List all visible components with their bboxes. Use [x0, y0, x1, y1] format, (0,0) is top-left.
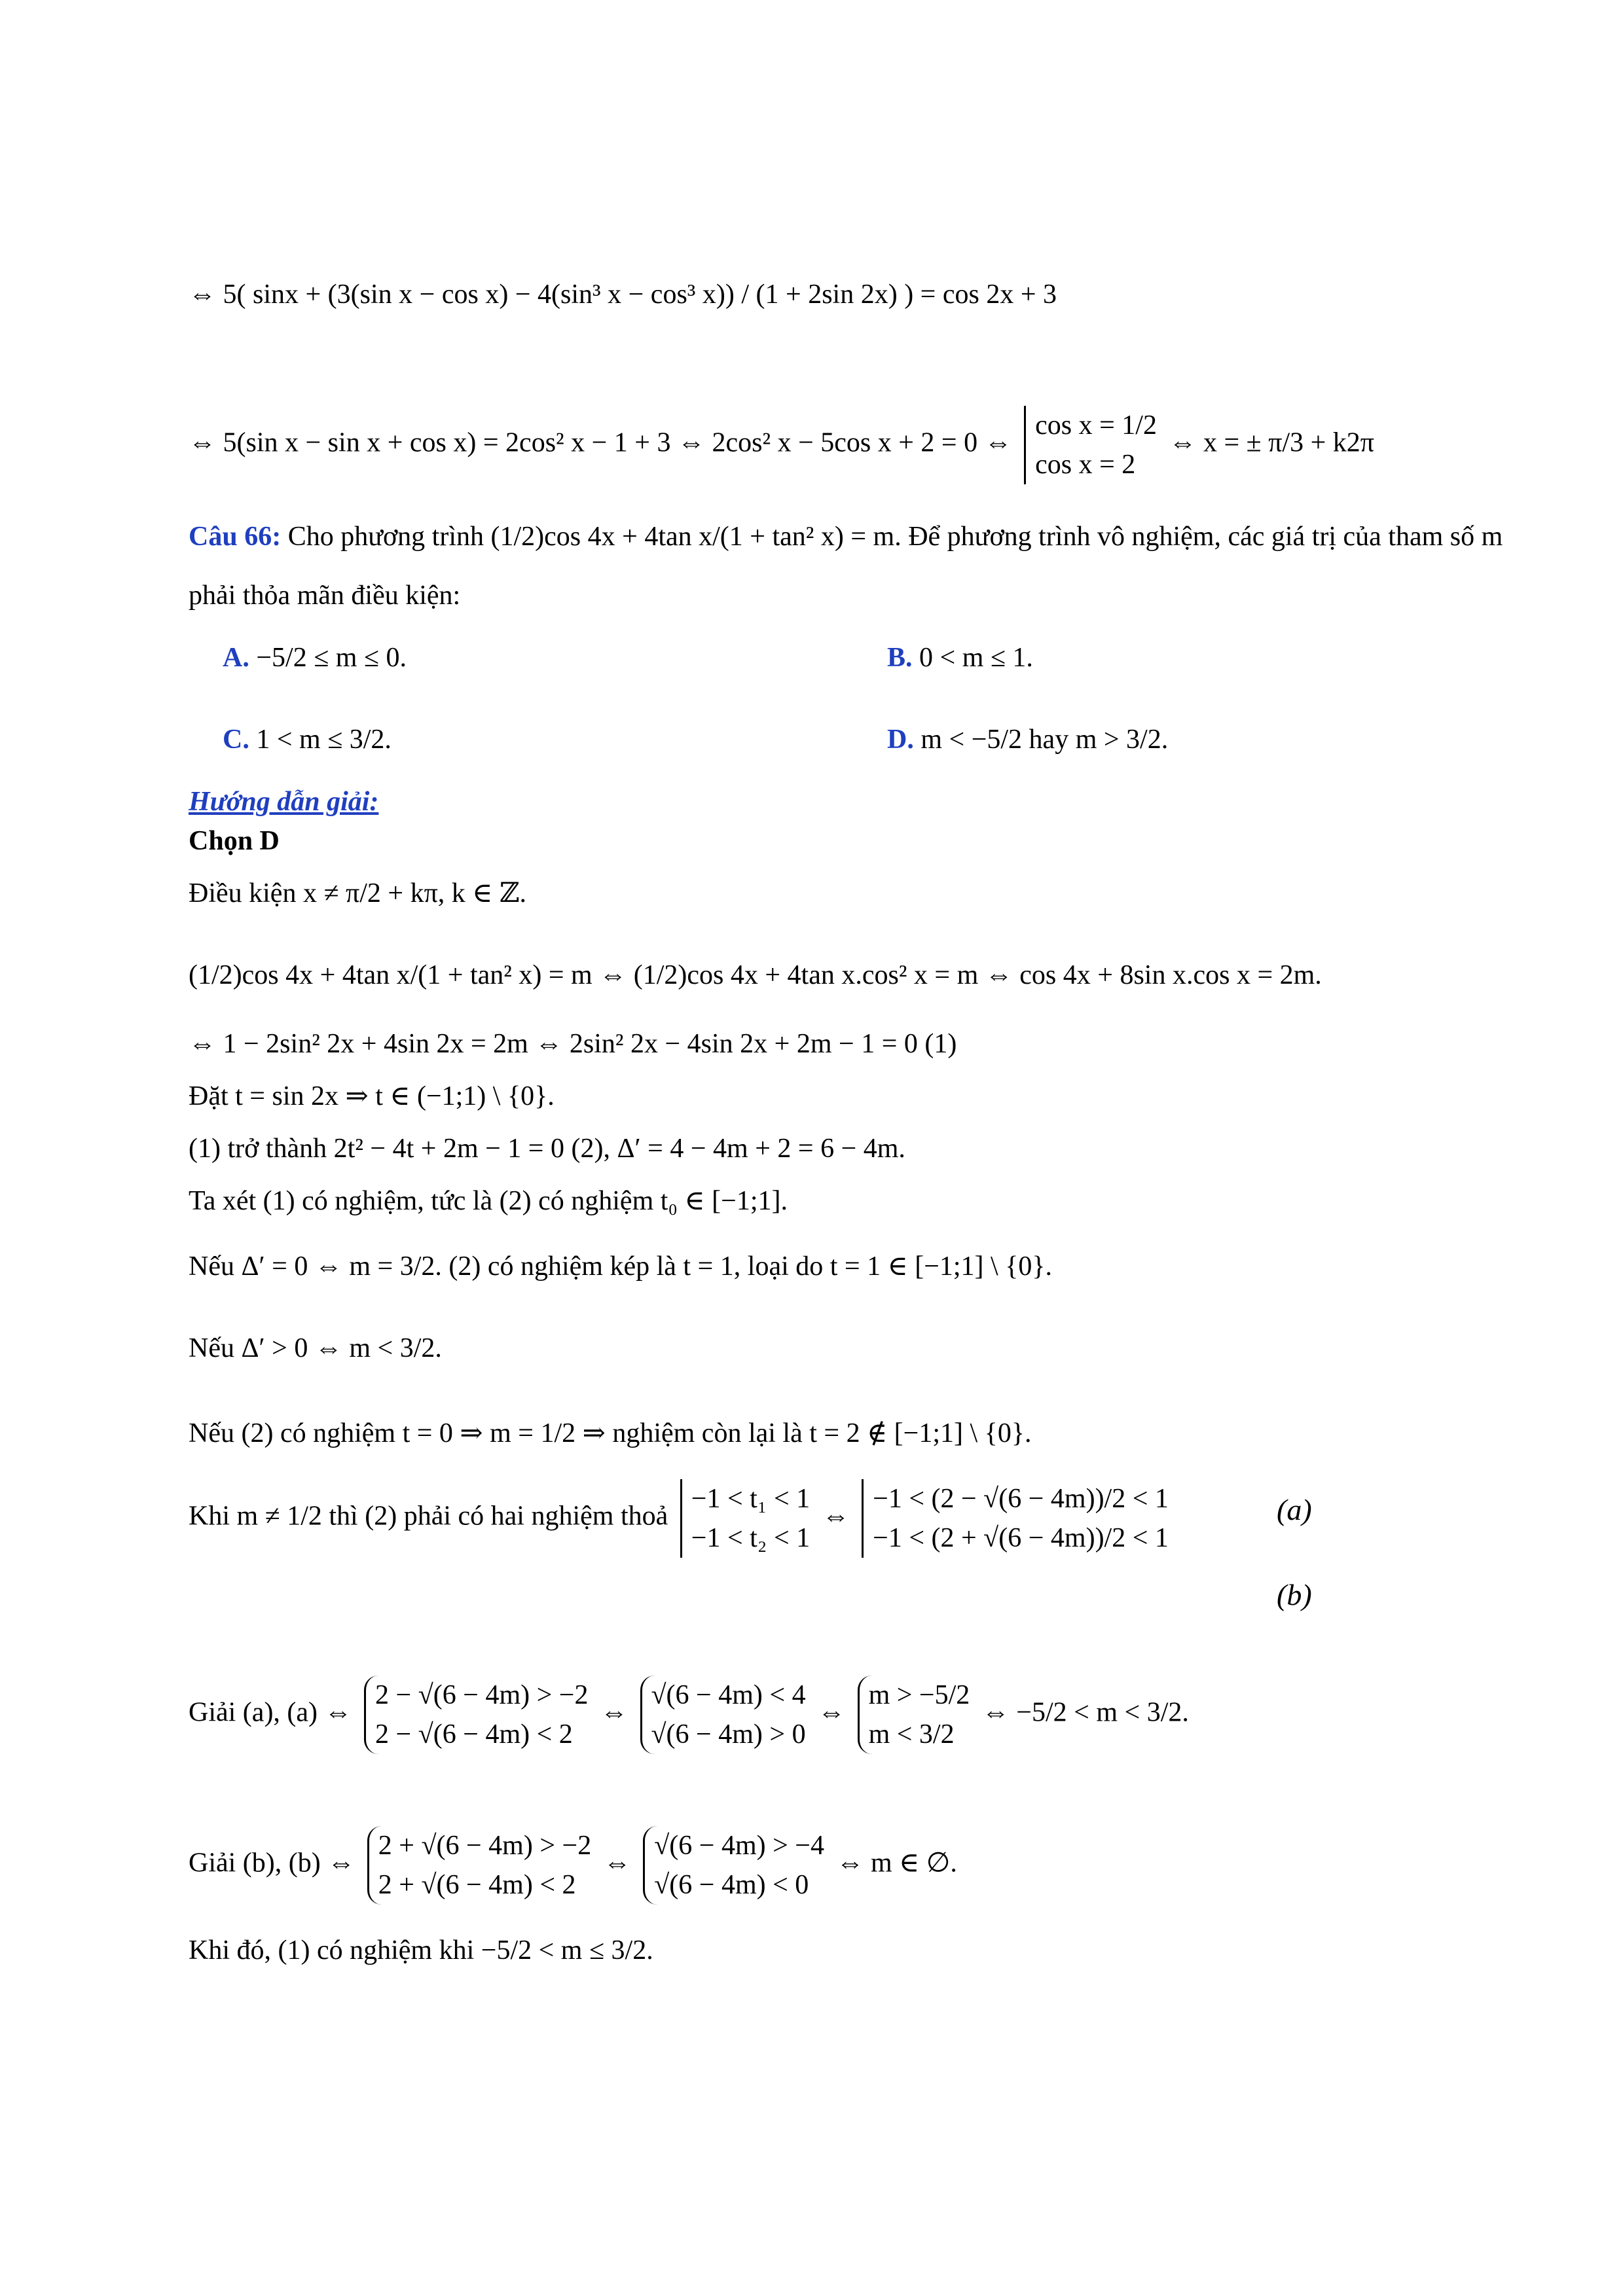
roots-expanded-system: [862, 1479, 1169, 1558]
cos-case-1: cos x = 1/2: [1035, 410, 1157, 440]
solve-a-system-3: [858, 1676, 970, 1754]
solve-a-ineq-6: m < 3/2: [868, 1719, 955, 1749]
solve-a-text: Giải (a), (a) ⇔: [189, 1697, 352, 1728]
chosen-answer: Chọn D: [189, 826, 280, 856]
option-c-label: C.: [223, 725, 249, 755]
roots-condition-2: −1 < t₂ < 1: [691, 1523, 811, 1553]
equation-line-2: [189, 406, 1374, 484]
solve-b-system-2: [643, 1826, 824, 1905]
roots-expanded-1: −1 < (2 − √(6 − 4m))/2 < 1: [873, 1484, 1169, 1514]
solve-b-ineq-4: √(6 − 4m) < 0: [654, 1870, 809, 1900]
solve-a-ineq-3: √(6 − 4m) < 4: [651, 1680, 806, 1710]
option-b-text: 0 < m ≤ 1.: [919, 643, 1033, 673]
solve-b-ineq-2: 2 + √(6 − 4m) < 2: [378, 1870, 576, 1900]
option-c: [223, 720, 392, 759]
option-d-label: D.: [887, 725, 914, 755]
step-transform: (1/2)cos 4x + 4tan x/(1 + tan² x) = m ⇔ (1/2)cos 4x + 4tan x.cos² x = m ⇔ cos 4x + 8sin x.cos x = 2m.: [189, 960, 1322, 990]
solution-heading: Hướng dẫn giải:: [189, 787, 379, 817]
question-text-2: phải thỏa mãn điều kiện:: [189, 581, 461, 611]
solve-b: Giải (b), (b) ⇔ 2 + √(6 − 4m) > −2 2 + √(6 − 4m) < 2 ⇔ √(6 − 4m) > −4 √(6 − 4m) < 0 ⇔ m ∈ ∅.: [189, 1826, 957, 1905]
question-label: Câu 66:: [189, 522, 282, 552]
question-66: [189, 517, 1503, 556]
step-consider: Ta xét (1) có nghiệm, tức là (2) có nghiệm t₀ ∈ [−1;1].: [189, 1186, 788, 1216]
step-equation-2: (1) trở thành 2t² − 4t + 2m − 1 = 0 (2), Δ′ = 4 − 4m + 2 = 6 − 4m.: [189, 1134, 905, 1164]
roots-condition-1: −1 < t₁ < 1: [691, 1484, 811, 1514]
option-b-label: B.: [887, 643, 913, 673]
roots-system: [680, 1479, 810, 1558]
solve-a-result: ⇔ −5/2 < m < 3/2.: [981, 1697, 1189, 1728]
solve-a: Giải (a), (a) ⇔ 2 − √(6 − 4m) > −2 2 − √(6 − 4m) < 2 ⇔ √(6 − 4m) < 4 √(6 − 4m) > 0 ⇔ m > −5/2 m < 3/2 ⇔ −5/2 < m < 3/2.: [189, 1676, 1189, 1754]
question-text: Cho phương trình (1/2)cos 4x + 4tan x/(1 + tan² x) = m. Để phương trình vô nghiệm, các giá trị của tham số m: [287, 522, 1503, 552]
step-two-roots-text: Khi m ≠ 1/2 thì (2) phải có hai nghiệm thoả: [189, 1501, 668, 1532]
step-equation-1: ⇔ 1 − 2sin² 2x + 4sin 2x = 2m ⇔ 2sin² 2x − 4sin 2x + 2m − 1 = 0 (1): [189, 1029, 957, 1059]
solve-a-system-2: [640, 1676, 806, 1754]
cos-case-2: cos x = 2: [1035, 450, 1136, 480]
cos-system: [1024, 406, 1157, 484]
solve-b-system-1: [367, 1826, 591, 1905]
step-substitution: Đặt t = sin 2x ⇒ t ∈ (−1;1) \ {0}.: [189, 1081, 555, 1111]
option-a-text: −5/2 ≤ m ≤ 0.: [256, 643, 407, 673]
step-delta-zero: Nếu Δ′ = 0 ⇔ m = 3/2. (2) có nghiệm kép là t = 1, loại do t = 1 ∈ [−1;1] \ {0}.: [189, 1251, 1053, 1282]
solve-a-ineq-2: 2 − √(6 − 4m) < 2: [375, 1719, 573, 1749]
solve-b-ineq-3: √(6 − 4m) > −4: [654, 1831, 824, 1861]
solve-a-ineq-5: m > −5/2: [868, 1680, 970, 1710]
solve-a-ineq-1: 2 − √(6 − 4m) > −2: [375, 1680, 589, 1710]
solve-b-ineq-1: 2 + √(6 − 4m) > −2: [378, 1831, 592, 1861]
step-condition: Điều kiện x ≠ π/2 + kπ, k ∈ ℤ.: [189, 878, 527, 908]
step-delta-positive: Nếu Δ′ > 0 ⇔ m < 3/2.: [189, 1333, 442, 1363]
step-root-zero: Nếu (2) có nghiệm t = 0 ⇒ m = 1/2 ⇒ nghiệm còn lại là t = 2 ∉ [−1;1] \ {0}.: [189, 1418, 1032, 1448]
solve-a-system-1: [364, 1676, 588, 1754]
option-a-label: A.: [223, 643, 249, 673]
option-c-text: 1 < m ≤ 3/2.: [256, 725, 392, 755]
option-d: [887, 720, 1168, 759]
option-b: [887, 638, 1033, 677]
solve-b-result: ⇔ m ∈ ∅.: [836, 1848, 957, 1878]
label-b: (b): [1277, 1578, 1312, 1611]
label-a: (a): [1277, 1493, 1312, 1526]
solve-b-text: Giải (b), (b) ⇔: [189, 1848, 356, 1878]
option-d-text: m < −5/2 hay m > 3/2.: [921, 725, 1169, 755]
option-a: [223, 638, 407, 677]
equation-line-2-tail: ⇔ x = ± π/3 + k2π: [1169, 427, 1374, 458]
equation-line-1: ⇔ 5( sinx + (3(sin x − cos x) − 4(sin³ x − cos³ x)) / (1 + 2sin 2x) ) = cos 2x + 3: [189, 279, 1057, 310]
step-two-roots: Khi m ≠ 1/2 thì (2) phải có hai nghiệm thoả −1 < t₁ < 1 −1 < t₂ < 1 ⇔ −1 < (2 − √(6 − 4m))/2 < 1 −1 < (2 + √(6 − 4m))/2 < 1: [189, 1479, 1174, 1558]
solve-a-ineq-4: √(6 − 4m) > 0: [651, 1719, 806, 1749]
conclusion: Khi đó, (1) có nghiệm khi −5/2 < m ≤ 3/2.: [189, 1935, 653, 1965]
roots-expanded-2: −1 < (2 + √(6 − 4m))/2 < 1: [873, 1523, 1169, 1553]
equation-line-2-text: ⇔ 5(sin x − sin x + cos x) = 2cos² x − 1 + 3 ⇔ 2cos² x − 5cos x + 2 = 0 ⇔: [189, 427, 1012, 458]
